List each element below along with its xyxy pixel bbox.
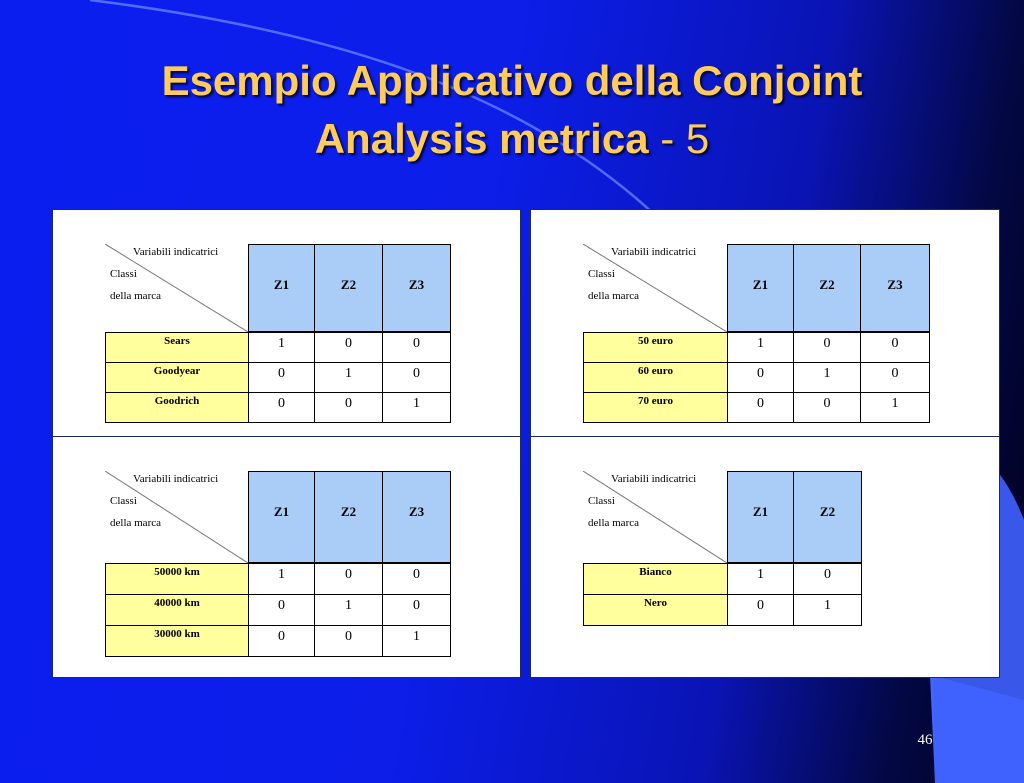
table-cell-text: 0: [413, 567, 420, 582]
table-cell: [314, 563, 383, 595]
table-cell: [727, 594, 794, 626]
table-cell: [727, 563, 794, 595]
row-label-text: 50000 km: [154, 566, 200, 578]
column-header-z2-text: Z2: [340, 277, 357, 292]
row-label-text: Goodrich: [154, 395, 200, 407]
slide-title-line-2: [0, 114, 1024, 164]
header-marca-label: della marca: [110, 517, 161, 529]
table-cell-text: 0: [757, 366, 764, 381]
table-cell: [860, 392, 930, 423]
table-cell-text: 1: [278, 567, 285, 582]
row-label: [583, 362, 728, 393]
column-header-z3-text: Z3: [408, 504, 425, 519]
column-header-z2-text: Z2: [819, 277, 835, 292]
column-header-z1-text: Z1: [752, 504, 769, 519]
table-cell: [382, 563, 451, 595]
row-label-text: 70 euro: [638, 395, 673, 407]
table-cell: [314, 332, 383, 363]
table-cell-text: 1: [757, 336, 764, 351]
table-cell: [248, 392, 315, 423]
column-header-z1: [727, 471, 794, 563]
table-cell-text: 1: [345, 598, 352, 613]
table-cell: [793, 594, 862, 626]
table-cell-text: 0: [891, 366, 899, 381]
table-cell-text: 0: [278, 366, 285, 381]
row-label-text: 50 euro: [638, 335, 673, 347]
row-label: [105, 625, 249, 657]
row-label: [105, 563, 249, 595]
column-header-z1: [248, 471, 315, 563]
table-cell-text: 0: [823, 396, 831, 411]
table-cell-text: 0: [278, 396, 285, 411]
table-cell: [314, 362, 383, 393]
table-cell: [314, 392, 383, 423]
row-label: [583, 392, 728, 423]
column-header-z1: [727, 244, 794, 332]
row-label-text: Goodyear: [153, 365, 201, 377]
column-header-z2: [793, 471, 862, 563]
column-header-z3-text: Z3: [887, 277, 903, 292]
table-cell: [727, 362, 794, 393]
table-cell-text: 1: [345, 366, 352, 381]
column-header-z1-text: Z1: [273, 504, 290, 519]
table-cell: [793, 563, 862, 595]
header-classi-label: Classi: [110, 268, 137, 280]
column-header-z1: [248, 244, 315, 332]
header-variabili-label: Variabili indicatrici: [611, 473, 697, 485]
table-cell: [248, 362, 315, 393]
table-cell-text: 0: [757, 396, 764, 411]
column-header-z2: [314, 471, 383, 563]
table-cell: [314, 625, 383, 657]
header-marca-label: della marca: [110, 290, 161, 302]
header-variabili-label: Variabili indicatrici: [133, 473, 219, 485]
slide-title-number: 5: [685, 115, 710, 162]
table-cell-text: 0: [413, 336, 420, 351]
table-cell: [382, 362, 451, 393]
table-cell-text: 0: [824, 567, 831, 582]
row-label: [583, 563, 728, 595]
column-header-z3: [860, 244, 930, 332]
table-cell-text: 0: [345, 336, 352, 351]
row-label-text: 30000 km: [154, 628, 200, 640]
table-cell-text: 1: [891, 396, 899, 411]
page-number: 46: [917, 732, 933, 748]
table-cell: [382, 332, 451, 363]
table-cell-text: 0: [823, 336, 831, 351]
table-cell-text: 0: [278, 629, 285, 644]
table-cell: [727, 332, 794, 363]
table-cell: [248, 563, 315, 595]
row-label: [583, 594, 728, 626]
column-header-z2-text: Z2: [340, 504, 357, 519]
table-cell-text: 1: [278, 336, 285, 351]
table-cell-text: 0: [345, 629, 352, 644]
table-cell: [248, 594, 315, 626]
header-marca-label: della marca: [588, 517, 639, 529]
table-cell: [793, 392, 861, 423]
row-label-text: Sears: [164, 335, 190, 347]
column-header-z3: [382, 244, 451, 332]
header-classi-label: Classi: [588, 495, 615, 507]
column-header-z2-text: Z2: [819, 504, 836, 519]
row-label-text: 60 euro: [638, 365, 673, 377]
table-cell: [382, 392, 451, 423]
table-cell: [793, 332, 861, 363]
column-header-z1-text: Z1: [273, 277, 290, 292]
column-header-z3-text: Z3: [408, 277, 425, 292]
row-label-text: Bianco: [639, 566, 672, 578]
column-header-z2: [314, 244, 383, 332]
table-cell-text: 0: [413, 598, 420, 613]
table-cell-text: 0: [345, 396, 352, 411]
table-cell-text: 1: [413, 629, 420, 644]
slide-title-text: Analysis metrica: [314, 115, 649, 162]
table-cell-text: 1: [823, 366, 831, 381]
table-cell: [382, 594, 451, 626]
table-cell-text: 1: [824, 598, 831, 613]
table-cell: [727, 392, 794, 423]
slide-title-line-1: Esempio Applicativo della Conjoint: [161, 57, 863, 104]
column-header-z2: [793, 244, 861, 332]
row-label: [105, 332, 249, 363]
table-cell: [860, 362, 930, 393]
header-classi-label: Classi: [588, 268, 615, 280]
header-variabili-label: Variabili indicatrici: [133, 246, 219, 258]
table-cell: [860, 332, 930, 363]
column-header-z1-text: Z1: [752, 277, 769, 292]
row-label: [105, 362, 249, 393]
table-cell-text: 0: [278, 598, 285, 613]
column-header-z3: [382, 471, 451, 563]
table-cell-text: 0: [891, 336, 899, 351]
table-cell: [314, 594, 383, 626]
table-cell-text: 1: [757, 567, 764, 582]
table-cell-text: 0: [757, 598, 764, 613]
header-classi-label: Classi: [110, 495, 137, 507]
slide-title-separator: -: [660, 115, 675, 162]
row-label-text: Nero: [643, 597, 667, 609]
row-label: [105, 392, 249, 423]
table-cell-text: 1: [413, 396, 420, 411]
table-cell: [382, 625, 451, 657]
header-variabili-label: Variabili indicatrici: [611, 246, 697, 258]
header-marca-label: della marca: [588, 290, 639, 302]
table-cell-text: 0: [345, 567, 352, 582]
table-cell: [793, 362, 861, 393]
table-cell: [248, 332, 315, 363]
row-label-text: 40000 km: [154, 597, 200, 609]
table-cell-text: 0: [413, 366, 420, 381]
row-label: [105, 594, 249, 626]
table-cell: [248, 625, 315, 657]
row-label: [583, 332, 728, 363]
